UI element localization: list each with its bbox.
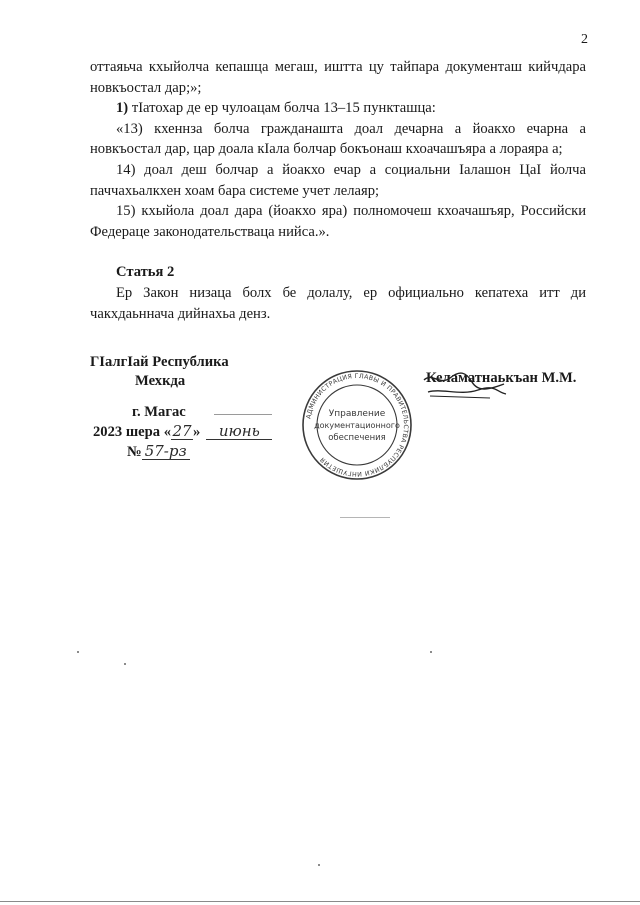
scan-artifact-line <box>214 414 272 415</box>
city-label: г. Магас <box>132 404 186 420</box>
amendment-text: тIатохар де ер чулоацам болча 13–15 пункташца: <box>128 100 436 117</box>
paragraph-amendment-1 <box>90 98 586 119</box>
document-body <box>90 57 586 324</box>
signatory-title-line1: ГIалгIай Республика <box>90 354 229 370</box>
date-line <box>93 423 272 441</box>
official-seal-stamp <box>300 368 414 482</box>
paragraph-effective-date: Ер Закон низаца болх бе долалу, ер официально кепатеха итт ди чакхдаьннача дийнахьа денз. <box>90 284 586 322</box>
scan-artifact-dot <box>318 864 320 866</box>
date-prefix: 2023 шера « <box>93 424 171 440</box>
svg-text:Управление: Управление <box>328 409 386 419</box>
paragraph-item-14: 14) доал деш болчар а йоакхо ечар а социальни Iалашон ЦаI йолча паччахьалкхен хоам бара системе учет лелаяр; <box>90 161 586 199</box>
date-close-quote: » <box>193 424 201 440</box>
number-sign: № <box>127 444 142 460</box>
signatory-name: Келаматнаькъан М.М. <box>426 370 577 386</box>
date-month: июнь <box>206 423 272 440</box>
page-number: 2 <box>581 32 588 47</box>
scan-artifact-dot <box>124 663 126 665</box>
scan-artifact-dot <box>77 651 79 653</box>
signatory-title <box>90 353 229 391</box>
handwritten-signature <box>420 366 510 402</box>
svg-text:обеспечения: обеспечения <box>328 433 386 443</box>
article-heading: Статья 2 <box>116 264 175 281</box>
svg-text:документационного: документационного <box>314 421 400 430</box>
paragraph-continuation: оттаяьча кхыйолча кепашца мегаш, иштта цу тайпара документаш кийчдара новкъостал дар;»; <box>90 59 586 96</box>
law-number-line <box>127 443 190 461</box>
amendment-number: 1) <box>116 100 129 117</box>
scan-artifact-dot <box>430 651 432 653</box>
paragraph-item-15: 15) кхыйола доал дара (йоакхо яра) полномочеш кхоачашъяр, Российски Федераце законодательстваца нийса.». <box>90 203 586 240</box>
scan-artifact-line <box>340 517 390 518</box>
law-number: 57-рз <box>142 443 190 460</box>
date-day: 27 <box>172 422 192 440</box>
signatory-title-line2: Мехкда <box>135 373 186 389</box>
paragraph-item-13: «13) кхеннза болча гражданашта доал дечарна а йоакхо ечарна а новкъостал дар, цар доала кIала болчар бокъонаш кхоачашъяра а лораяра а; <box>90 120 586 158</box>
scan-artifact-line <box>0 901 640 902</box>
svg-text:АДМИНИСТРАЦИЯ ГЛАВЫ И ПРАВИТЕЛ: АДМИНИСТРАЦИЯ ГЛАВЫ И ПРАВИТЕЛЬСТВА РЕСПУБЛИКИ ИНГУШЕТИЯ <box>305 372 410 478</box>
